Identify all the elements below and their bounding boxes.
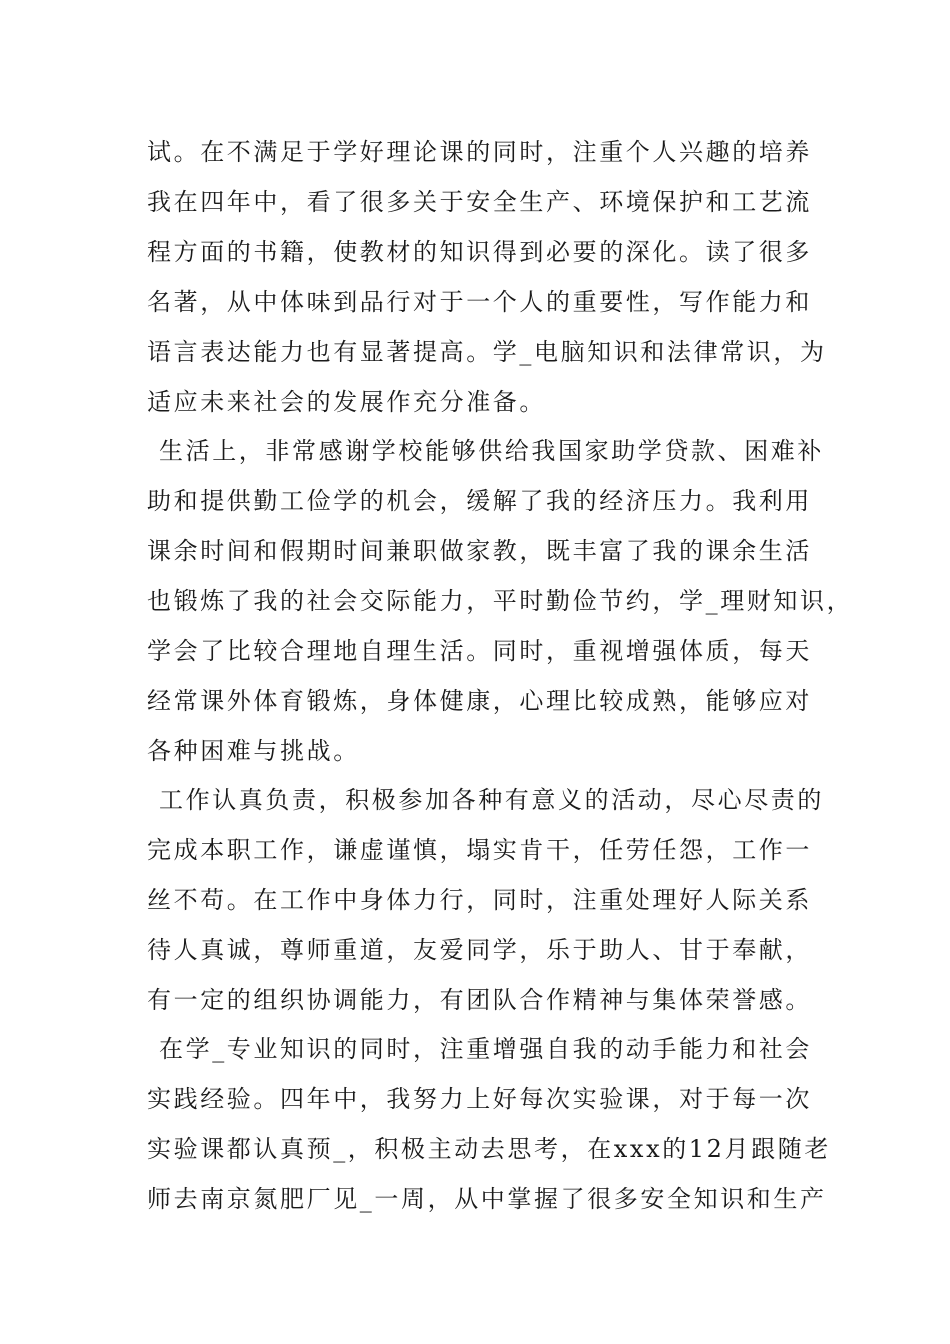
text-line: 经常课外体育锻炼，身体健康，心理比较成熟，能够应对 (147, 687, 812, 715)
text-line: 试。在不满足于学好理论课的同时，注重个人兴趣的培养 (147, 138, 812, 166)
text-line: 丝不苟。在工作中身体力行，同时，注重处理好人际关系 (147, 886, 812, 914)
text-line: 也锻炼了我的社会交际能力，平时勤俭节约，学_理财知识， (147, 587, 854, 615)
text-line: 课余时间和假期时间兼职做家教，既丰富了我的课余生活 (147, 537, 812, 565)
text-line: 我在四年中，看了很多关于安全生产、环境保护和工艺流 (147, 188, 812, 216)
text-line: 各种困难与挑战。 (147, 737, 360, 765)
text-line: 学会了比较合理地自理生活。同时，重视增强体质，每天 (147, 637, 812, 665)
text-line: 实验课都认真预_，积极主动去思考，在xxx的12月跟随老 (147, 1135, 831, 1163)
text-line: 程方面的书籍，使教材的知识得到必要的深化。读了很多 (147, 238, 812, 266)
text-line: 有一定的组织协调能力，有团队合作精神与集体荣誉感。 (147, 986, 812, 1014)
text-line: 待人真诚，尊师重道，友爱同学，乐于助人、甘于奉献， (147, 936, 812, 964)
text-line: 完成本职工作，谦虚谨慎，塌实肯干，任劳任怨，工作一 (147, 836, 812, 864)
text-line: 语言表达能力也有显著提高。学_电脑知识和法律常识，为 (147, 338, 827, 366)
paragraph-start-line: 生活上，非常感谢学校能够供给我国家助学贷款、困难补 (159, 437, 824, 465)
paragraph-start-line: 在学_专业知识的同时，注重增强自我的动手能力和社会 (159, 1035, 812, 1063)
text-line: 名著，从中体味到品行对于一个人的重要性，写作能力和 (147, 288, 812, 316)
text-line: 实践经验。四年中，我努力上好每次实验课，对于每一次 (147, 1085, 812, 1113)
text-line: 助和提供勤工俭学的机会，缓解了我的经济压力。我利用 (147, 487, 812, 515)
paragraph-start-line: 工作认真负责，积极参加各种有意义的活动，尽心尽责的 (159, 786, 824, 814)
text-line: 师去南京氮肥厂见_一周，从中掌握了很多安全知识和生产 (147, 1185, 827, 1213)
text-line: 适应未来社会的发展作充分准备。 (147, 388, 546, 416)
